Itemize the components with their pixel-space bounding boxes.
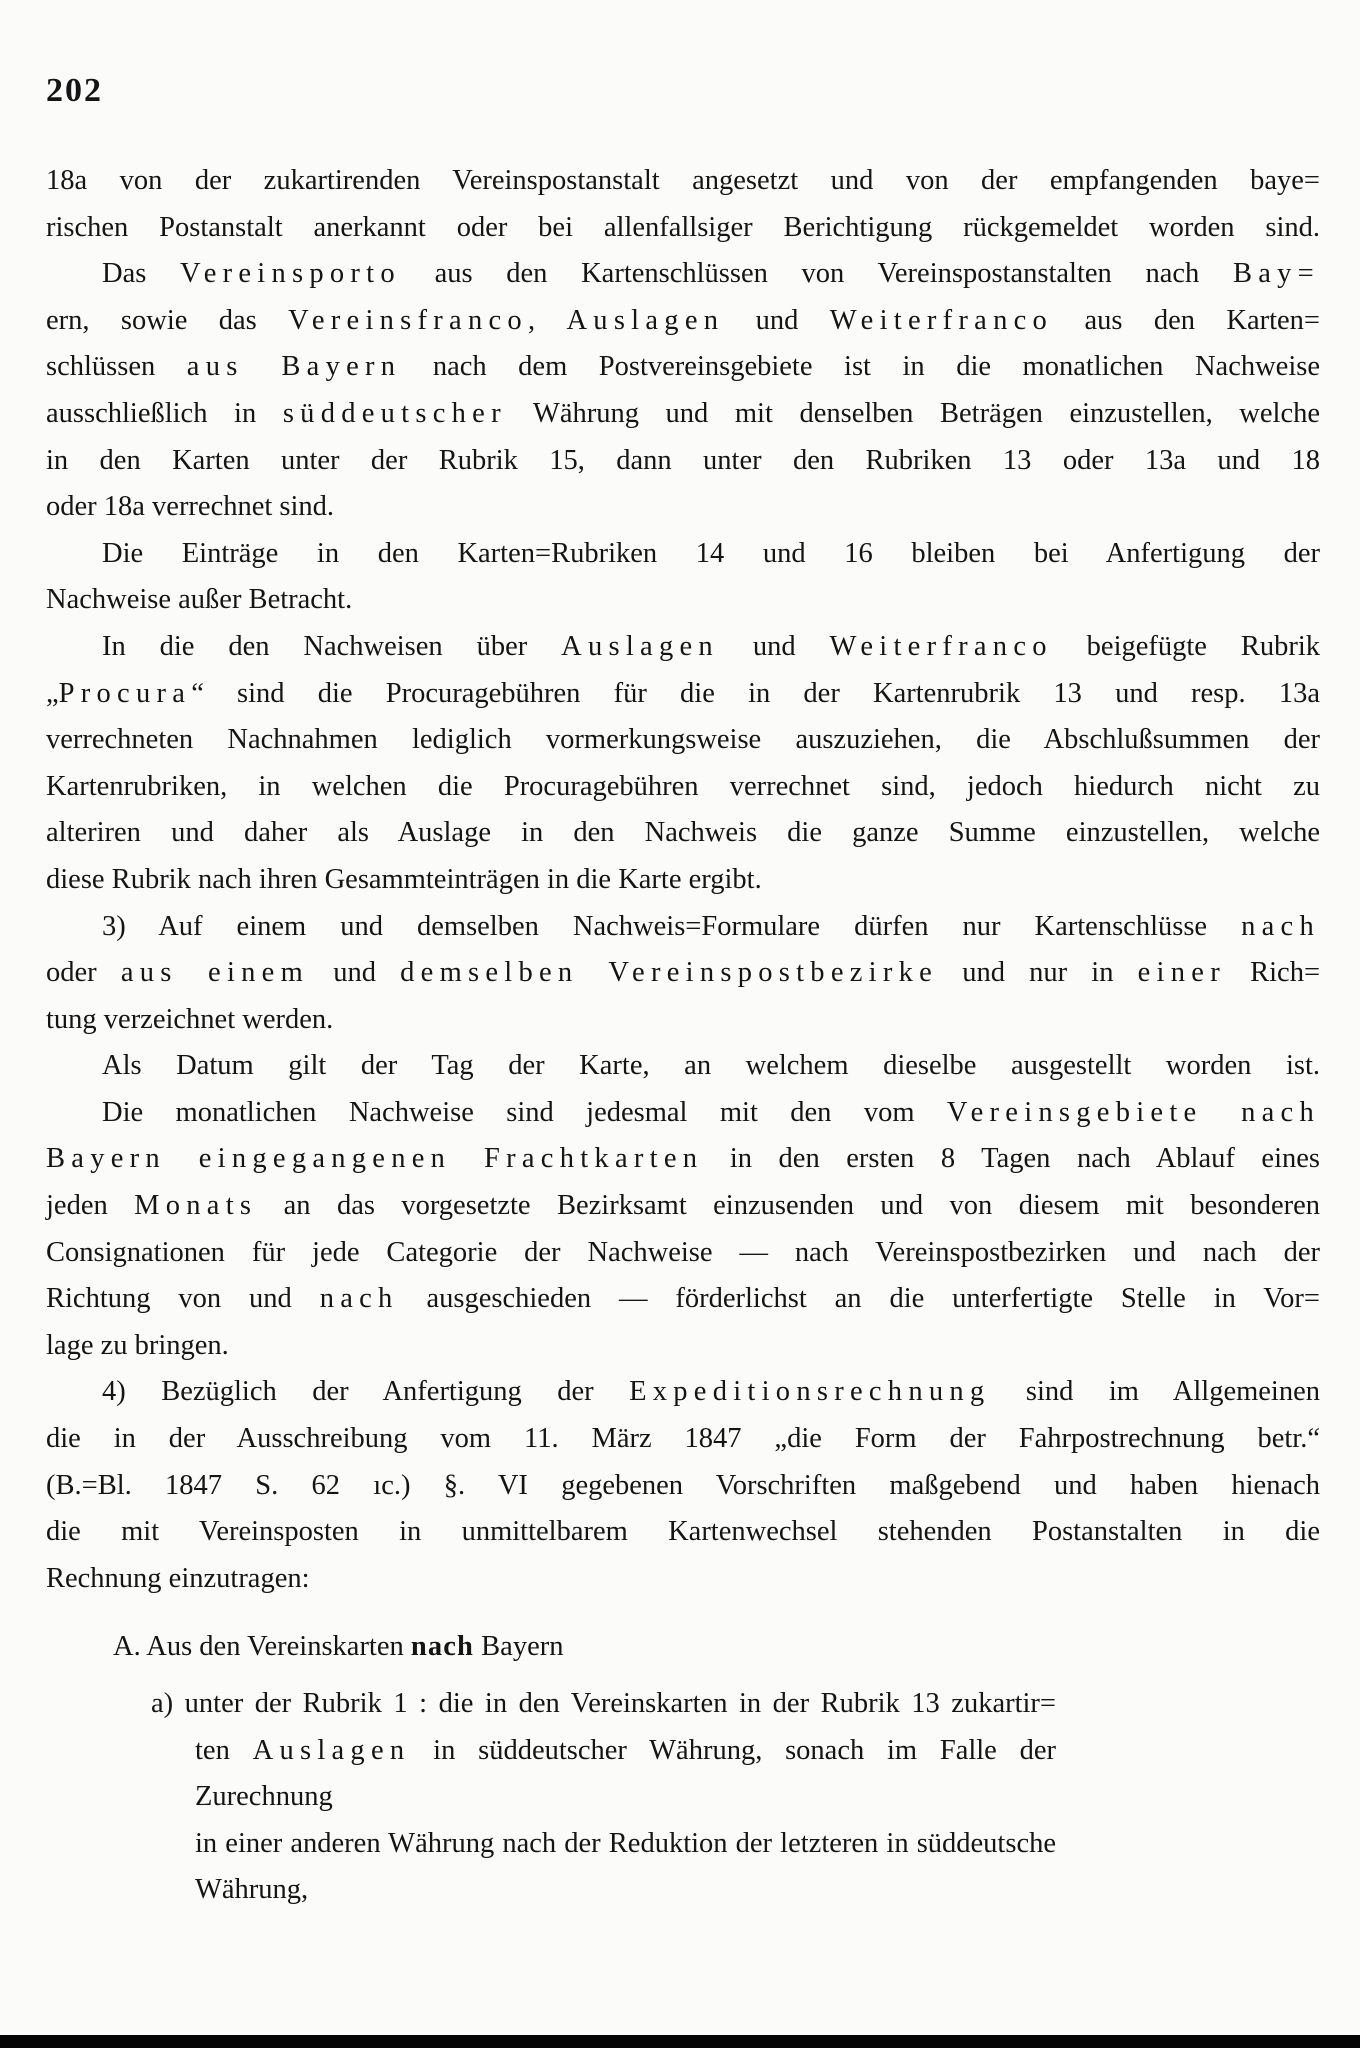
scan-bottom-edge — [0, 2035, 1360, 2048]
text-line: Bayern eingegangenen Frachtkarten in den ersten 8 Tagen nach Ablauf eines — [46, 1143, 1320, 1175]
text-line: Als Datum gilt der Tag der Karte, an welchem dieselbe ausgestellt worden ist. — [102, 1050, 1320, 1082]
text-line: ern, sowie das Vereinsfranco, Auslagen und Weiterfranco aus den Karten= — [46, 304, 1320, 336]
text-line: oder 18a verrechnet sind. — [46, 491, 335, 523]
text-line: Die Einträge in den Karten=Rubriken 14 und 16 bleiben bei Anfertigung der — [102, 537, 1320, 569]
text-line: Die monatlichen Nachweise sind jedesmal mit den vom Vereinsgebiete nach — [102, 1096, 1320, 1128]
text-line: ten Auslagen in süddeutscher Währung, sonach im Falle der Zurechnung — [195, 1734, 1056, 1813]
text-line: Das Vereinsporto aus den Kartenschlüssen von Vereinspostanstalten nach Bay= — [102, 258, 1320, 290]
text-line: lage zu bringen. — [46, 1329, 229, 1361]
text-line: diese Rubrik nach ihren Gesammteinträgen in die Karte ergibt. — [46, 863, 762, 895]
text-line: Währung, — [195, 1874, 309, 1906]
text-line: jeden Monats an das vorgesetzte Bezirksamt einzusenden und von diesem mit besonderen — [46, 1190, 1321, 1222]
text-line: „Procura“ sind die Procuragebühren für die in der Kartenrubrik 13 und resp. 13a — [46, 677, 1320, 709]
text-line: Kartenrubriken, in welchen die Procuragebühren verrechnet sind, jedoch hiedurch nicht zu — [46, 770, 1320, 802]
text-line: tung verzeichnet werden. — [46, 1003, 334, 1035]
text-line: a) unter der Rubrik 1 : die in den Vereinskarten in der Rubrik 13 zukartir= — [151, 1688, 1056, 1719]
text-line: Richtung von und nach ausgeschieden — förderlichst an die unterfertigte Stelle in Vor= — [46, 1283, 1320, 1315]
page-text — [46, 158, 1320, 1914]
text-line: Consignationen für jede Categorie der Nachweise — nach Vereinspostbezirken und nach der — [46, 1236, 1320, 1268]
text-line: in den Karten unter der Rubrik 15, dann unter den Rubriken 13 oder 13a und 18 — [46, 444, 1320, 476]
page-number: 202 — [46, 72, 103, 109]
section-heading: A. Aus den Vereinskarten nach Bayern — [113, 1631, 564, 1663]
text-line: Rechnung einzutragen: — [46, 1562, 310, 1594]
text-line: verrechneten Nachnahmen lediglich vormerkungsweise auszuziehen, die Abschlußsummen der — [46, 724, 1320, 756]
text-line: alteriren und daher als Auslage in den Nachweis die ganze Summe einzustellen, welche — [46, 817, 1320, 849]
text-line: (B.=Bl. 1847 S. 62 ıc.) §. VI gegebenen Vorschriften maßgebend und haben hienach — [46, 1469, 1320, 1501]
text-line: schlüssen aus Bayern nach dem Postvereinsgebiete ist in die monatlichen Nachweise — [46, 351, 1320, 383]
text-line: In die den Nachweisen über Auslagen und Weiterfranco beigefügte Rubrik — [102, 630, 1321, 662]
text-line: die mit Vereinsposten in unmittelbarem Kartenwechsel stehenden Postanstalten in die — [46, 1516, 1320, 1548]
text-line: in einer anderen Währung nach der Reduktion der letzteren in süddeutsche — [195, 1827, 1056, 1859]
text-line: rischen Postanstalt anerkannt oder bei allenfallsiger Berichtigung rückgemeldet worden sind. — [46, 211, 1320, 243]
text-line: 18a von der zukartirenden Vereinspostanstalt angesetzt und von der empfangenden baye= — [46, 165, 1320, 196]
text-line: 3) Auf einem und demselben Nachweis=Formulare dürfen nur Kartenschlüsse nach — [102, 910, 1320, 942]
text-line: oder aus einem und demselben Vereinspostbezirke und nur in einer Rich= — [46, 957, 1321, 989]
text-line: 4) Bezüglich der Anfertigung der Expeditionsrechnung sind im Allgemeinen — [102, 1376, 1320, 1408]
text-line: ausschließlich in süddeutscher Währung und mit denselben Beträgen einzustellen, welche — [46, 397, 1321, 429]
text-line: die in der Ausschreibung vom 11. März 1847 „die Form der Fahrpostrechnung betr.“ — [46, 1423, 1320, 1455]
text-line: Nachweise außer Betracht. — [46, 584, 353, 616]
